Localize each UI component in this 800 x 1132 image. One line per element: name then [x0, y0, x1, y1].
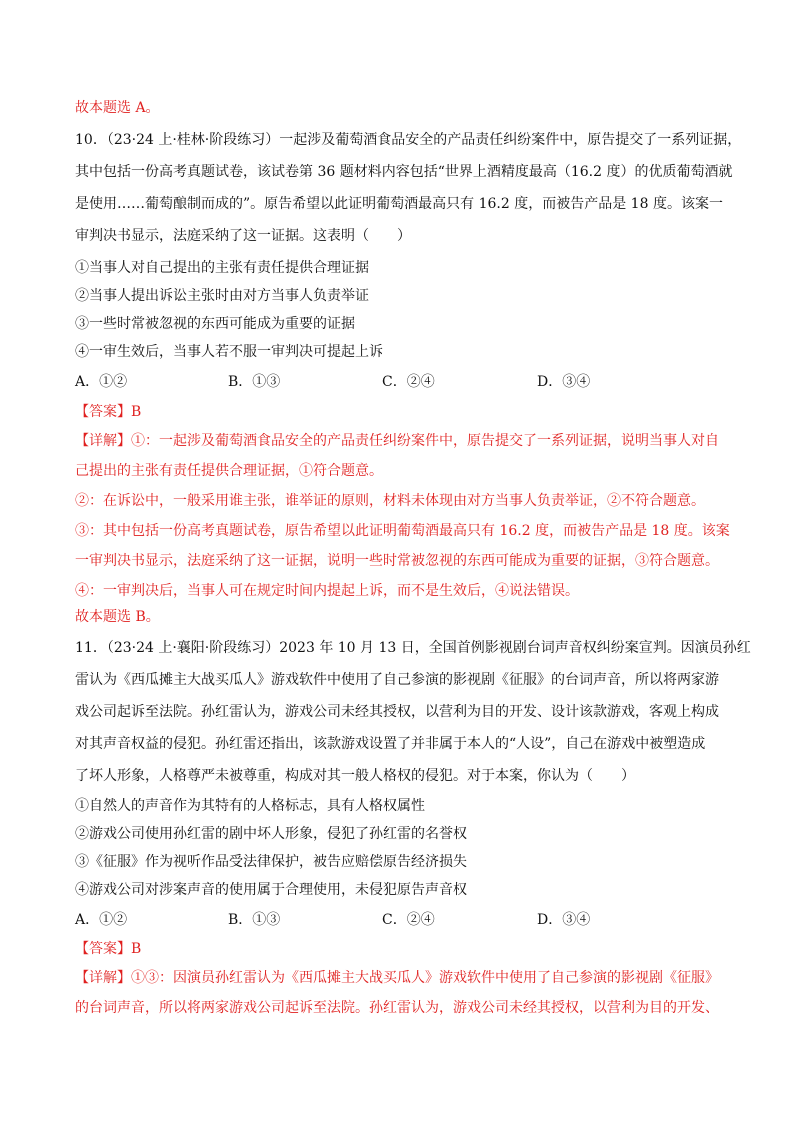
q10-explain-line-5: 一审判决书显示，法庭采纳了这一证据，说明一些时常被忽视的东西可能成为重要的证据，③符合题意。: [75, 553, 719, 569]
q11-option-c: C．②④: [382, 912, 435, 928]
q11-explain-line-2: 的台词声音，所以将两家游戏公司起诉至法院。孙红雷认为，游戏公司未经其授权，以营利为目的开发、: [75, 1000, 719, 1016]
q10-explain-line-1: 【详解】①：一起涉及葡萄酒食品安全的产品责任纠纷案件中，原告提交了一系列证据，说明当事人对自: [75, 433, 719, 449]
q11-stem-line-3: 戏公司起诉至法院。孙红雷认为，游戏公司未经其授权，以营利为目的开发、设计该款游戏，客观上构成: [75, 704, 719, 720]
q10-stem-line-3: 是使用……葡萄酿制而成的”。原告希望以此证明葡萄酒最高只有 16.2 度，而被告产品是 18 度。该案一: [75, 196, 723, 212]
q10-option-d: D．③④: [537, 374, 591, 390]
q10-option-b: B．①③: [228, 374, 281, 390]
q11-stem-line-2: 雷认为《西瓜摊主大战买瓜人》游戏软件中使用了自己参演的影视剧《征服》的台词声音，所以将两家游: [75, 672, 719, 688]
q11-option-a: A．①②: [75, 912, 128, 928]
q11-option-d: D．③④: [537, 912, 591, 928]
q11-stem-line-5: 了坏人形象，人格尊严未被尊重，构成对其一般人格权的侵犯。对于本案，你认为（ ）: [75, 768, 635, 784]
q10-answer: 【答案】B: [75, 404, 142, 420]
q10-explain-line-4: ③：其中包括一份高考真题试卷，原告希望以此证明葡萄酒最高只有 16.2 度，而被告产品是 18 度。该案: [75, 523, 730, 539]
q10-conclusion: 故本题选 B。: [75, 609, 160, 625]
q9-conclusion: 故本题选 A。: [75, 100, 160, 116]
q11-answer: 【答案】B: [75, 941, 142, 957]
q10-explain-line-6: ④：一审判决后，当事人可在规定时间内提起上诉，而不是生效后，④说法错误。: [75, 583, 579, 599]
q10-item-4: ④一审生效后，当事人若不服一审判决可提起上诉: [75, 344, 383, 360]
q11-stem-line-4: 对其声音权益的侵犯。孙红雷还指出，该款游戏设置了并非属于本人的“人设”，自己在游戏中被塑造成: [75, 736, 706, 752]
q11-item-2: ②游戏公司使用孙红雷的剧中坏人形象，侵犯了孙红雷的名誉权: [75, 826, 467, 842]
q10-explain-line-3: ②：在诉讼中，一般采用谁主张，谁举证的原则，材料未体现由对方当事人负责举证，②不符合题意。: [75, 493, 705, 509]
q11-item-4: ④游戏公司对涉案声音的使用属于合理使用，未侵犯原告声音权: [75, 882, 467, 898]
q10-item-3: ③一些时常被忽视的东西可能成为重要的证据: [75, 316, 355, 332]
q10-item-2: ②当事人提出诉讼主张时由对方当事人负责举证: [75, 288, 369, 304]
q10-explain-line-2: 己提出的主张有责任提供合理证据，①符合题意。: [75, 463, 383, 479]
q10-stem-line-4: 审判决书显示，法庭采纳了这一证据。这表明（ ）: [75, 228, 411, 244]
q10-option-c: C．②④: [382, 374, 435, 390]
q11-item-3: ③《征服》作为视听作品受法律保护，被告应赔偿原告经济损失: [75, 854, 467, 870]
q10-stem-line-2: 其中包括一份高考真题试卷，该试卷第 36 题材料内容包括“世界上酒精度最高（16.2 度）的优质葡萄酒就: [75, 164, 733, 180]
q10-item-1: ①当事人对自己提出的主张有责任提供合理证据: [75, 260, 369, 276]
q11-stem-line-1: 11．（23·24 上·襄阳·阶段练习）2023 年 10 月 13 日，全国首例影视剧台词声音权纠纷案宣判。因演员孙红: [75, 640, 751, 656]
q11-option-b: B．①③: [228, 912, 281, 928]
q11-explain-line-1: 【详解】①③：因演员孙红雷认为《西瓜摊主大战买瓜人》游戏软件中使用了自己参演的影视剧《征服》: [75, 970, 719, 986]
q11-item-1: ①自然人的声音作为其特有的人格标志，具有人格权属性: [75, 798, 425, 814]
q10-stem-line-1: 10．（23·24 上·桂林·阶段练习）一起涉及葡萄酒食品安全的产品责任纠纷案件中，原告提交了一系列证据，: [75, 132, 742, 148]
q10-option-a: A．①②: [75, 374, 128, 390]
